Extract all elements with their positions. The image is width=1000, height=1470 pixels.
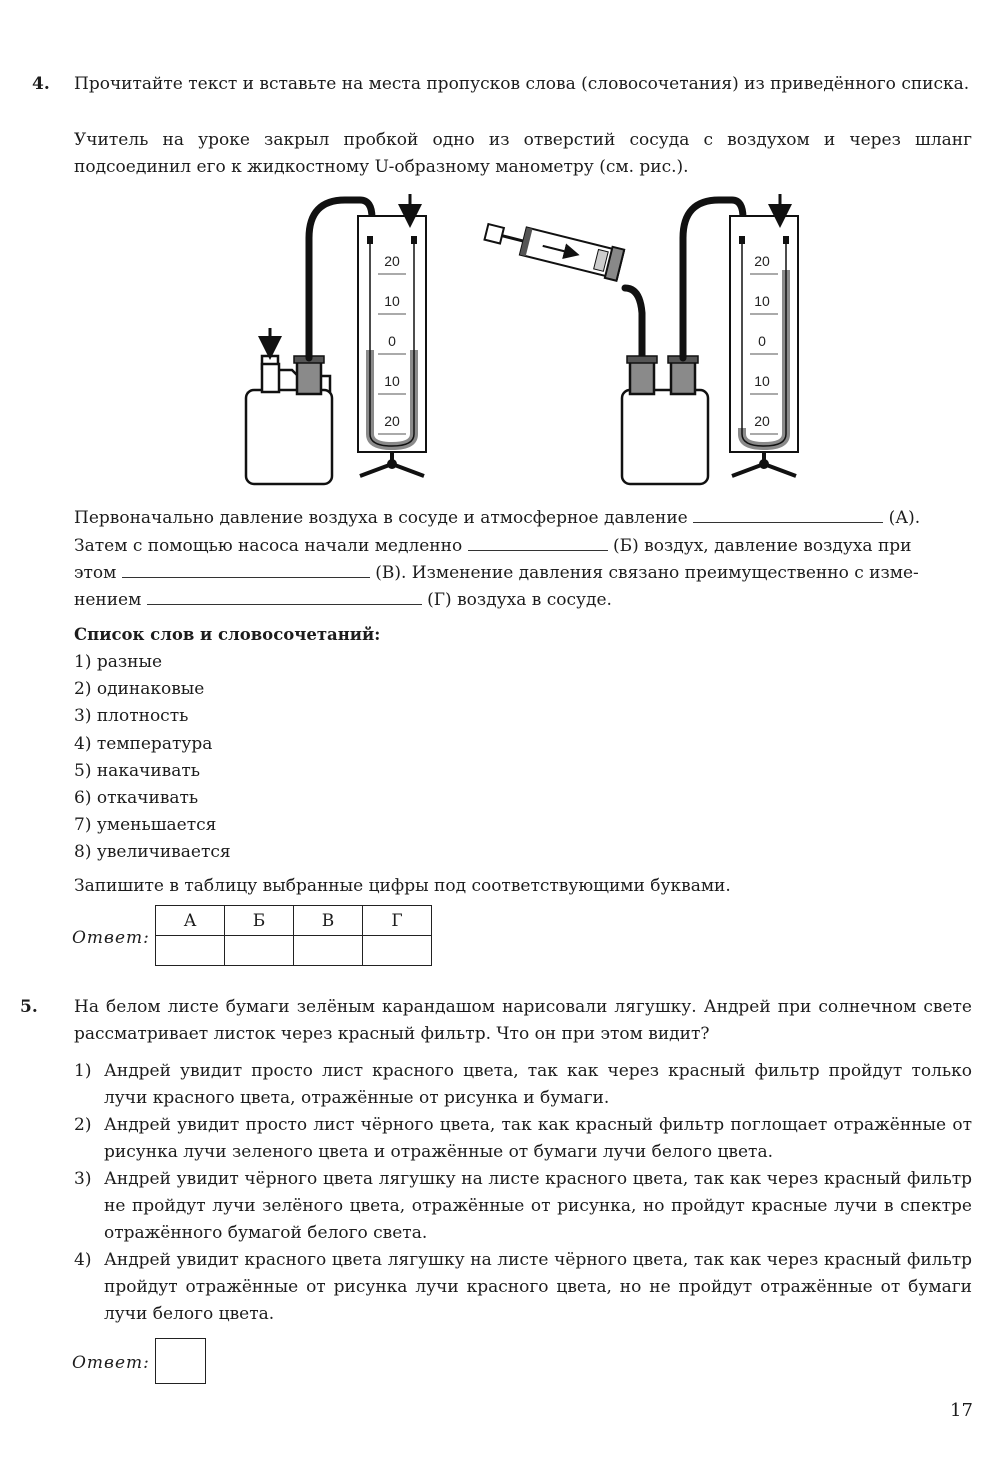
- question-4-intro: Прочитайте текст и вставьте на места пропусков слова (словосочетания) из приведённого списка.: [74, 74, 970, 94]
- option-text: Андрей увидит просто лист чёрного цвета, так как красный фильтр поглощает отражённые от рисунка лучи зеленого цвета и отражённые от бумаги лучи белого цвета.: [104, 1115, 972, 1162]
- option-number: 4): [74, 1250, 92, 1270]
- right-scale-label: 10: [754, 293, 770, 309]
- answer-header-b: Б: [225, 906, 294, 936]
- table-instruction: Запишите в таблицу выбранные цифры под соответствующими буквами.: [74, 876, 731, 896]
- fill-mark-a: (А).: [888, 508, 921, 528]
- answer-header-v: В: [294, 906, 363, 936]
- option-number: 2): [74, 1115, 92, 1135]
- fill-text-2: Затем с помощью насоса начали медленно: [74, 536, 463, 556]
- word-item: 2) одинаковые: [74, 679, 205, 700]
- option-text: Андрей увидит чёрного цвета лягушку на листе красного цвета, так как через красный фильтр не пройдут лучи зелёного цвета, отражённые от рисунка, но пройдут красные лучи в спектре отражённого бумагой белого света.: [104, 1169, 972, 1243]
- answer-cell-b[interactable]: [225, 936, 294, 966]
- answer-cell-g[interactable]: [363, 936, 432, 966]
- left-scale-label: 20: [384, 253, 400, 269]
- manometer-figure: [230, 188, 830, 488]
- fill-text-3: этом: [74, 563, 117, 583]
- word-item: 7) уменьшается: [74, 815, 217, 836]
- answer-header-a: А: [156, 906, 225, 936]
- word-item: 1) разные: [74, 652, 163, 672]
- answer-label-q4: Ответ:: [72, 928, 150, 948]
- fill-line-3: [74, 559, 972, 587]
- question-4-setup: Учитель на уроке закрыл пробкой одно из отверстий сосуда с воздухом и через шланг подсоединил его к жидкостному U-образному манометру (см. рис.).: [74, 130, 972, 177]
- fill-text-4: нением: [74, 590, 142, 610]
- question-5-text: На белом листе бумаги зелёным карандашом нарисовали лягушку. Андрей при солнечном свете рассматривает листок через красный фильтр. Что он при этом видит?: [74, 997, 972, 1044]
- right-scale-label: 10: [754, 373, 770, 389]
- word-item: 6) откачивать: [74, 787, 199, 808]
- word-item: 3) плотность: [74, 706, 189, 727]
- option-text: Андрей увидит просто лист красного цвета, так как через красный фильтр пройдут только лучи красного цвета, отражённые от рисунка и бумаги.: [104, 1061, 972, 1108]
- option-number: 1): [74, 1061, 92, 1081]
- fill-rest-3: (В). Изменение давления связано преимущественно с изме-: [375, 563, 919, 583]
- fill-line-2: [74, 532, 972, 560]
- left-setup: [246, 194, 426, 484]
- left-scale-label: 20: [384, 413, 400, 429]
- word-item: 8) увеличивается: [74, 842, 231, 863]
- answer-box-q5[interactable]: [155, 1338, 206, 1384]
- fill-text-1: Первоначально давление воздуха в сосуде и атмосферное давление: [74, 508, 688, 528]
- option-text: Андрей увидит красного цвета лягушку на листе чёрного цвета, так как через красный фильтр пройдут отражённые от рисунка лучи красного цвета, но не пройдут отражённые от бумаги лучи белого цвета.: [104, 1250, 972, 1324]
- fill-rest-4: (Г) воздуха в сосуде.: [427, 590, 612, 610]
- option-4[interactable]: [74, 1247, 972, 1328]
- question-4-number: 4.: [32, 74, 50, 94]
- word-list-title: Список слов и словосочетаний:: [74, 625, 381, 644]
- right-scale-label: 20: [754, 253, 770, 269]
- question-5-number: 5.: [20, 997, 38, 1017]
- word-item: 4) температура: [74, 733, 213, 754]
- right-scale-label: 0: [758, 333, 766, 349]
- fill-rest-2: (Б) воздух, давление воздуха при: [613, 536, 912, 556]
- left-scale-label: 10: [384, 373, 400, 389]
- word-item: 5) накачивать: [74, 760, 201, 781]
- page-number: 17: [950, 1400, 973, 1421]
- answer-cell-a[interactable]: [156, 936, 225, 966]
- answer-table-q4: [155, 905, 432, 966]
- option-3[interactable]: [74, 1166, 972, 1247]
- word-list: [74, 649, 231, 867]
- answer-header-g: Г: [363, 906, 432, 936]
- left-scale-label: 10: [384, 293, 400, 309]
- blank-b[interactable]: [468, 532, 608, 551]
- option-1[interactable]: [74, 1058, 972, 1112]
- fill-line-1: [74, 504, 972, 532]
- left-scale-label: 0: [388, 333, 396, 349]
- blank-g[interactable]: [147, 586, 422, 605]
- option-number: 3): [74, 1169, 92, 1189]
- right-setup: [483, 194, 798, 484]
- blank-v[interactable]: [122, 559, 370, 578]
- blank-a[interactable]: [693, 504, 883, 523]
- right-scale-label: 20: [754, 413, 770, 429]
- answer-cell-v[interactable]: [294, 936, 363, 966]
- fill-line-4: [74, 586, 972, 614]
- option-2[interactable]: [74, 1112, 972, 1166]
- answer-label-q5: Ответ:: [72, 1353, 150, 1373]
